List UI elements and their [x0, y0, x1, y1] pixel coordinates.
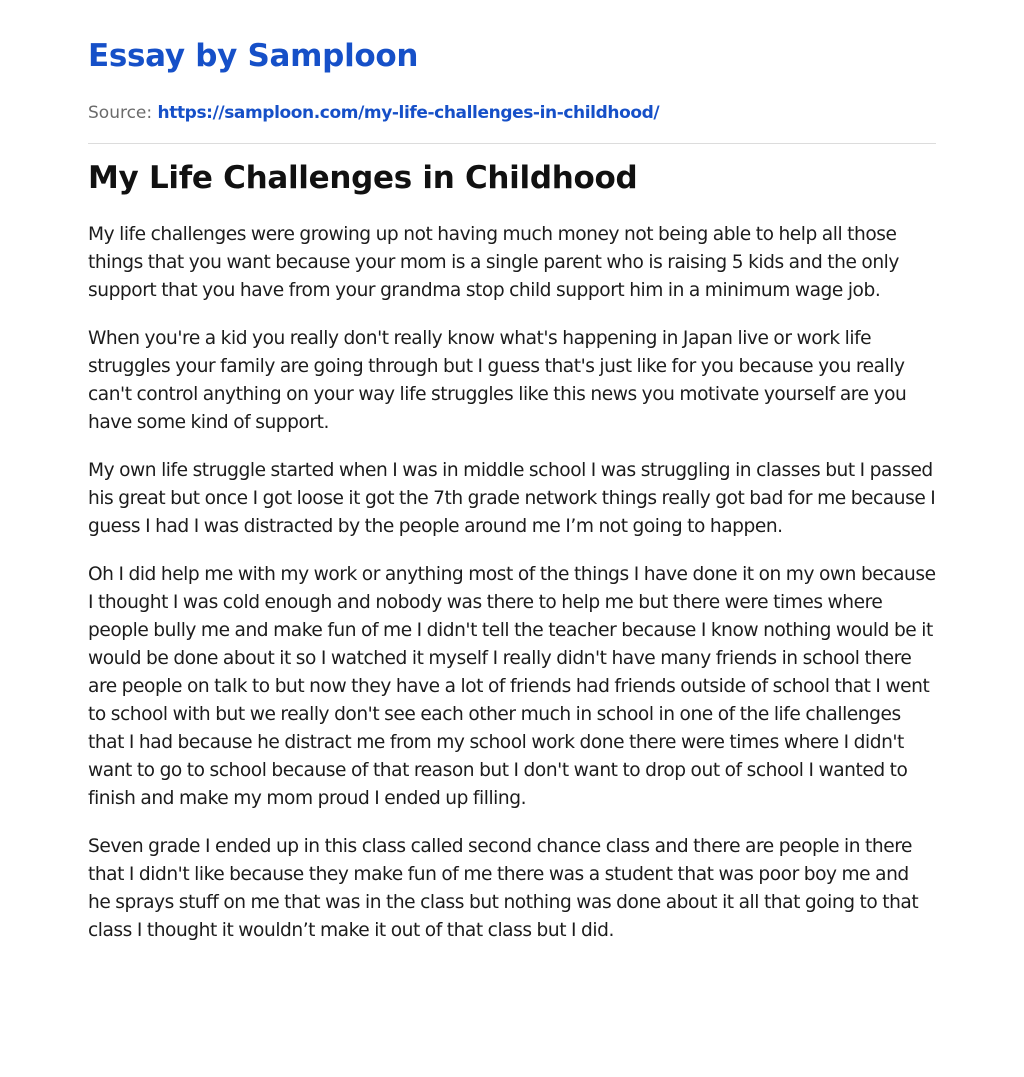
essay-paragraph-4: Oh I did help me with my work or anything most of the things I have done it on my own because I thought I was cold enough and nobody was there to help me but there were times where people bully me and make fun of me I didn't tell the teacher because I know nothing would be it would be done about it so I watched it myself I really didn't have many friends in school there are people on talk to but now they have a lot of friends had friends outside of school that I went to school with but we really don't see each other much in school in one of the life challenges that I had because he distract me from my school work done there were times where I didn't want to go to school because of that reason but I don't want to drop out of school I wanted to finish and make my mom proud I ended up filling.	[88, 564, 936, 809]
essay-body	[88, 221, 936, 945]
essay-page	[88, 0, 936, 965]
essay-paragraph-5: Seven grade I ended up in this class called second chance class and there are people in there that I didn't like because they make fun of me there was a student that was poor boy me and he sprays stuff on me that was in the class but nothing was done about it all that going to that class I thought it wouldn’t make it out of that class but I did.	[88, 836, 919, 941]
source-line	[88, 101, 936, 125]
source-link[interactable]: https://samploon.com/my-life-challenges-in-childhood/	[157, 103, 660, 123]
site-brand-title: Essay by Samploon	[88, 38, 419, 74]
header-divider	[88, 143, 936, 144]
essay-paragraph-2: When you're a kid you really don't really know what's happening in Japan live or work life struggles your family are going through but I guess that's just like for you because you really can't control anything on your way life struggles like this news you motivate yourself are you have some kind of support.	[88, 328, 907, 433]
essay-title: My Life Challenges in Childhood	[88, 160, 638, 196]
source-label: Source:	[88, 103, 153, 123]
essay-paragraph-3: My own life struggle started when I was in middle school I was struggling in classes but I passed his great but once I got loose it got the 7th grade network things really got bad for me because I guess I had I was distracted by the people around me I’m not going to happen.	[88, 460, 936, 537]
essay-paragraph-1: My life challenges were growing up not having much money not being able to help all those things that you want because your mom is a single parent who is raising 5 kids and the only support that you have from your grandma stop child support him in a minimum wage job.	[88, 224, 899, 301]
